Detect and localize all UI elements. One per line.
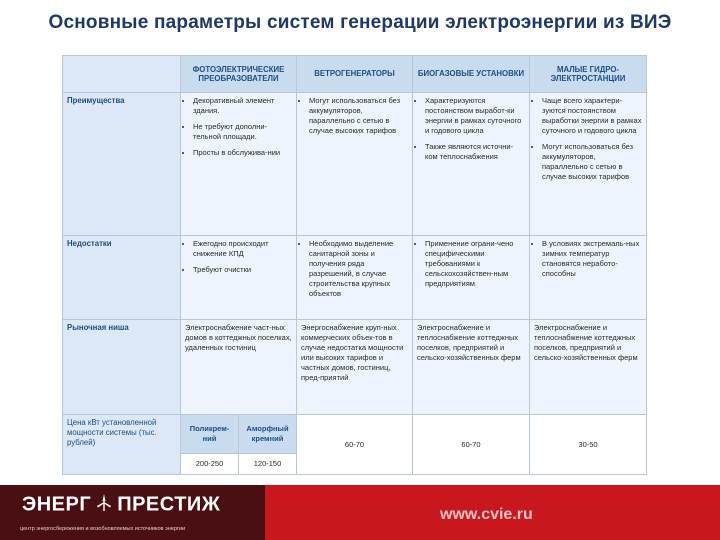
list-item: • Необходимо выделение санитарной зоны и получения ряда разрешений, в случае строительства крупных объектов [309, 239, 408, 299]
cell-advantages-pv [181, 93, 297, 235]
wind-turbine-icon [94, 492, 114, 518]
header-biogas: БИОГАЗОВЫЕ УСТАНОВКИ [413, 56, 530, 93]
header-pv: ФОТОЭЛЕКТРИЧЕСКИЕ ПРЕОБРАЗОВАТЕЛИ [181, 56, 297, 93]
list-item: • Применение ограни-чено специфическими требованиями к сельскохозяйствен-ным предприятиям [425, 239, 525, 289]
subheader-amorphous: Аморфный кремний [239, 415, 297, 454]
list-item: • Ежегодно происходит снижение КПД [193, 239, 292, 259]
list-item: • Просты в обслужива-нии [193, 148, 292, 158]
cell-advantages-biogas [413, 93, 530, 235]
header-hydro: МАЛЫЕ ГИДРО-ЭЛЕКТРОСТАНЦИИ [530, 56, 647, 93]
row-label-advantages: Преимущества [63, 93, 181, 235]
slide-title: Основные параметры систем генерации электроэнергии из ВИЭ [48, 12, 672, 33]
cost-polysilicon: 200-250 [181, 454, 239, 475]
list-item: • Могут использоваться без аккумуляторов, параллельно с сетью в случае высоких тарифов [542, 142, 642, 182]
cell-drawbacks-biogas [413, 235, 530, 320]
corner-cell [63, 56, 181, 93]
logo-text-left: ЭНЕРГ [22, 493, 92, 516]
header-wind: ВЕТРОГЕНЕРАТОРЫ [297, 56, 413, 93]
list-item: • В условиях экстремаль-ных зимних температур становятся неработо-способны [542, 239, 642, 279]
cell-drawbacks-hydro [530, 235, 647, 320]
cost-amorphous: 120-150 [239, 454, 297, 475]
list-item: • Характеризуются постоянством выработ-ки энергии в рамках суточного и годового цикла [425, 96, 525, 136]
cell-market-biogas: Электроснабжение и теплоснабжение коттеджных поселков, предприятий и сельско-хозяйственных ферм [413, 320, 530, 415]
cell-drawbacks-pv [181, 235, 297, 320]
cost-biogas: 60-70 [413, 415, 530, 475]
cell-market-pv: Электроснабжение част-ных домов в коттеджных поселках, удаленных гостиниц [181, 320, 297, 415]
list-item: • Требуют очистки [193, 265, 292, 275]
subheader-polysilicon: Поликрем-ний [181, 415, 239, 454]
company-logo [22, 492, 220, 518]
cell-advantages-wind [297, 93, 413, 235]
logo-text-right: ПРЕСТИЖ [117, 493, 221, 516]
list-item: • Декоративный элемент здания. [193, 96, 292, 116]
cell-market-hydro: Электроснабжение и теплоснабжение коттеджных поселков, предприятий и сельско-хозяйственных ферм [530, 320, 647, 415]
list-item: • Могут использоваться без аккумуляторов, параллельно с сетью в случае высоких тарифов [309, 96, 408, 136]
cost-wind: 60-70 [297, 415, 413, 475]
cell-drawbacks-wind [297, 235, 413, 320]
cell-advantages-hydro [530, 93, 647, 235]
list-item: • Не требуют дополни-тельной площади. [193, 122, 292, 142]
row-label-market: Рыночная ниша [63, 320, 181, 415]
row-label-drawbacks: Недостатки [63, 235, 181, 320]
comparison-table [62, 55, 647, 475]
row-label-cost: Цена кВт установленной мощности системы (тыс. рублей) [63, 415, 181, 475]
list-item: • Также являются источни-ком теплоснабжения [425, 142, 525, 162]
website-url[interactable]: www.cvie.ru [440, 506, 533, 523]
list-item: • Чаще всего характери-зуются постоянством выработки энергии в рамках суточного и годового цикла [542, 96, 642, 136]
logo-subtitle: центр энергосбережения и возобновляемых источников энергии [20, 526, 186, 532]
cost-hydro: 30-50 [530, 415, 647, 475]
cell-market-wind: Энергоснабжение круп-ных коммерческих объек-тов в случае недостатка мощности или высоких тарифов и частных домов, гостиниц, пред-приятий [297, 320, 413, 415]
